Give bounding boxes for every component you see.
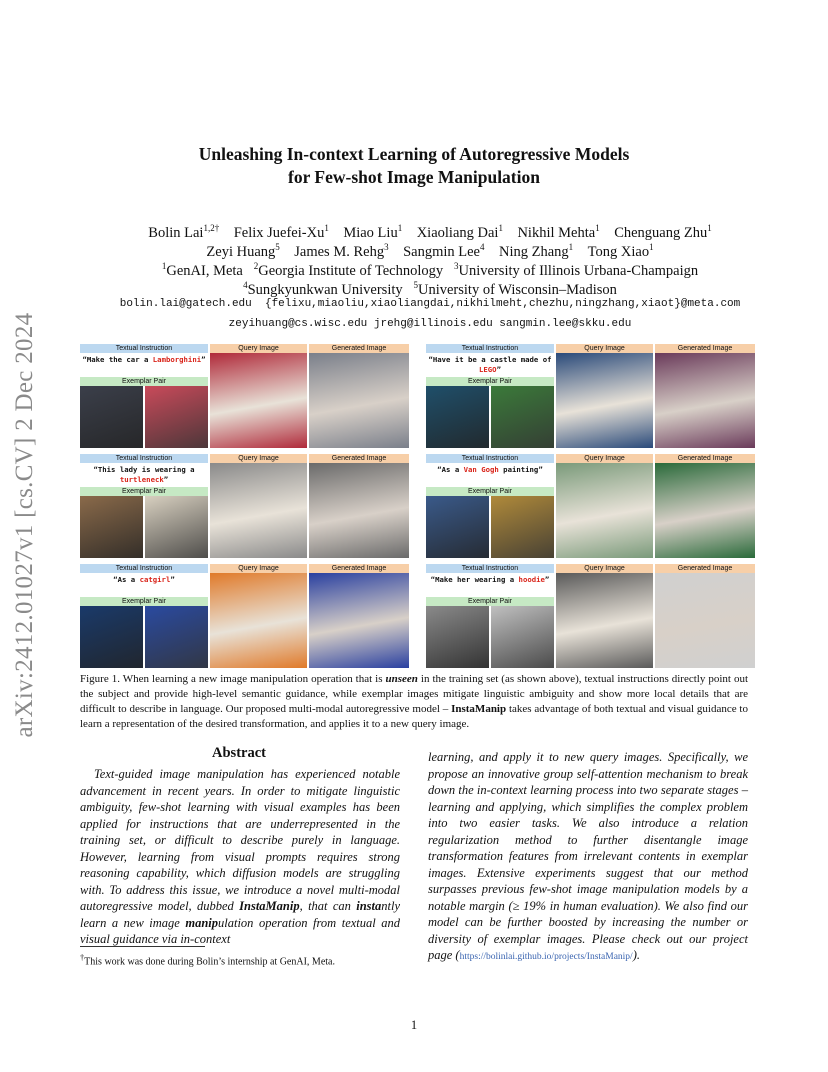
exemplar-target-image <box>145 496 208 558</box>
abstract-right-column: learning, and apply it to new query images. Specifically, we propose an innovative group self-attention mechanism to break down the in-context learning process into two separate stages – learning and applying, which simplifies the complex problem into two easier tasks. We also introduce a relation regularization method to further disentangle image transformation features from irrelevant contents in exemplar images. Extensive experiments suggest that our method surpasses previous few-shot image manipulation models by a notable margin (≥ 19% in human evaluation). We also find our model can be further boosted by increasing the number or diversity of exemplar images. Please check out our project page (https://bolinlai.github.io/projects/InstaManip/). <box>428 750 748 962</box>
instruction-header: Textual Instruction <box>80 564 208 573</box>
exemplar-source-image <box>80 496 143 558</box>
generated-cell <box>655 564 755 668</box>
query-image <box>210 573 307 668</box>
exemplar-target-image <box>491 386 554 448</box>
caption-label: Figure 1. <box>80 673 120 685</box>
author: Felix Juefei-Xu$^1$ <box>233 223 329 241</box>
author: Xiaoliang Dai$^1$ <box>416 223 503 241</box>
arxiv-stamp: arXiv:2412.01027v1 [cs.CV] 2 Dec 2024 <box>11 312 38 738</box>
footnote: †This work was done during Bolin’s internship at GenAI, Meta. <box>80 953 335 968</box>
generated-header: Generated Image <box>309 564 409 573</box>
affiliation: $^2$Georgia Institute of Technology <box>253 261 444 279</box>
instruction-text: “This lady is wearing a turtleneck” <box>93 465 195 484</box>
email-primary: bolin.lai@gatech.edu <box>119 298 252 310</box>
instruction-header: Textual Instruction <box>80 344 208 353</box>
generated-image <box>309 353 409 448</box>
affiliation: $^5$University of Wisconsin–Madison <box>413 280 617 298</box>
instruction-text: “Make her wearing a hoodie” <box>430 575 550 584</box>
figure-panel <box>80 564 409 668</box>
query-image <box>210 353 307 448</box>
exemplar-source-image <box>80 386 143 448</box>
query-cell <box>556 454 653 558</box>
instruction-text: “As a Van Gogh painting” <box>437 465 543 474</box>
exemplar-header: Exemplar Pair <box>80 487 208 496</box>
exemplar-source-image <box>80 606 143 668</box>
exemplar-target-image <box>491 606 554 668</box>
exemplar-header: Exemplar Pair <box>426 377 554 386</box>
instruction-header: Textual Instruction <box>426 344 554 353</box>
author: Nikhil Mehta$^1$ <box>517 223 600 241</box>
generated-cell <box>655 344 755 448</box>
author: Miao Liu$^1$ <box>343 223 403 241</box>
query-header: Query Image <box>556 564 653 573</box>
author: Zeyi Huang$^5$ <box>206 242 280 260</box>
query-header: Query Image <box>556 454 653 463</box>
exemplar-source-image <box>426 606 489 668</box>
generated-image <box>309 463 409 558</box>
instruction-cell <box>80 454 208 558</box>
generated-header: Generated Image <box>655 454 755 463</box>
query-cell <box>210 564 307 668</box>
generated-header: Generated Image <box>309 454 409 463</box>
exemplar-header: Exemplar Pair <box>80 377 208 386</box>
figure-panel <box>426 564 755 668</box>
generated-image <box>655 463 755 558</box>
query-header: Query Image <box>556 344 653 353</box>
paper-title <box>0 143 828 189</box>
title-line-2: for Few-shot Image Manipulation <box>288 167 540 187</box>
exemplar-source-image <box>426 386 489 448</box>
instruction-text: “Make the car a Lamborghini” <box>82 355 206 364</box>
query-image <box>210 463 307 558</box>
instruction-cell <box>426 454 554 558</box>
page-number: 1 <box>410 1018 418 1032</box>
author: Chenguang Zhu$^1$ <box>614 223 712 241</box>
exemplar-header: Exemplar Pair <box>426 487 554 496</box>
instruction-cell <box>426 564 554 668</box>
affiliation-line-2 <box>60 276 800 300</box>
exemplar-header: Exemplar Pair <box>426 597 554 606</box>
figure-panel <box>426 344 755 448</box>
instruction-text: “Have it be a castle made of LEGO” <box>428 355 552 374</box>
title-line-1: Unleashing In-context Learning of Autoregressive Models <box>198 144 630 164</box>
exemplar-source-image <box>426 496 489 558</box>
query-cell <box>556 564 653 668</box>
affiliation: $^3$University of Illinois Urbana-Champaign <box>454 261 699 279</box>
email-line-2: zeyihuang@cs.wisc.edu jrehg@illinois.edu sangmin.lee@skku.edu <box>228 318 632 330</box>
email-meta-group: {felixu,miaoliu,xiaoliangdai,nikhilmeht,chezhu,ningzhang,xiaot}@meta.com <box>264 298 741 310</box>
instruction-header: Textual Instruction <box>426 454 554 463</box>
query-cell <box>556 344 653 448</box>
query-header: Query Image <box>210 564 307 573</box>
instruction-text: “As a catgirl” <box>113 575 175 584</box>
query-image <box>556 573 653 668</box>
author: Sangmin Lee$^4$ <box>403 242 485 260</box>
affiliation: $^1$GenAI, Meta <box>161 261 243 279</box>
query-image <box>556 353 653 448</box>
generated-image <box>655 353 755 448</box>
exemplar-target-image <box>491 496 554 558</box>
author: Bolin Lai$^{1,2\dagger}$ <box>148 223 220 241</box>
generated-image <box>655 573 755 668</box>
affiliation: $^4$Sungkyunkwan University <box>243 280 403 298</box>
project-page-link[interactable]: https://bolinlai.github.io/projects/InstaManip/ <box>459 952 633 962</box>
generated-cell <box>655 454 755 558</box>
generated-header: Generated Image <box>309 344 409 353</box>
author: James M. Rehg$^3$ <box>294 242 389 260</box>
author: Ning Zhang$^1$ <box>499 242 574 260</box>
instruction-cell <box>426 344 554 448</box>
instruction-cell <box>80 344 208 448</box>
figure-panel <box>426 454 755 558</box>
instruction-cell <box>80 564 208 668</box>
generated-header: Generated Image <box>655 564 755 573</box>
figure-panel <box>80 344 409 448</box>
figure-panel <box>80 454 409 558</box>
exemplar-target-image <box>145 606 208 668</box>
exemplar-header: Exemplar Pair <box>80 597 208 606</box>
generated-header: Generated Image <box>655 344 755 353</box>
generated-cell <box>309 454 409 558</box>
exemplar-target-image <box>145 386 208 448</box>
instruction-header: Textual Instruction <box>80 454 208 463</box>
author: Tong Xiao$^1$ <box>587 242 654 260</box>
query-image <box>556 463 653 558</box>
query-cell <box>210 344 307 448</box>
footnote-divider <box>80 946 205 947</box>
abstract-left-column: Text-guided image manipulation has experienced notable advancement in recent years. In order to mitigate linguistic ambiguity, few-shot learning with visual examples has been applied for instructions that are underrepresented in the training set, or difficult to describe purely in language. However, learning from visual prompts requires strong reasoning capability, which diffusion models are struggling with. To address this issue, we introduce a novel multi-modal autoregressive model, dubbed InstaManip, that can instantly learn a new image manipulation operation from textual and visual guidance via in-context <box>80 767 401 946</box>
generated-cell <box>309 344 409 448</box>
figure-caption: Figure 1. When learning a new image manipulation operation that is unseen in the training set (as shown above), textual instructions directly point out the subject and provide high-level semantic guidance, while exemplar images mitigate linguistic ambiguity and show more local details that are difficult to describe in language. Our proposed multi-modal autoregressive model – InstaManip takes advantage of both textual and visual guidance to learn a representation of the desired transformation, and applies it to a new query image. <box>80 673 748 730</box>
email-line-1 <box>60 298 800 310</box>
figure-1 <box>80 344 748 668</box>
query-header: Query Image <box>210 344 307 353</box>
generated-image <box>309 573 409 668</box>
abstract-heading: Abstract <box>212 745 266 761</box>
instruction-header: Textual Instruction <box>426 564 554 573</box>
query-header: Query Image <box>210 454 307 463</box>
query-cell <box>210 454 307 558</box>
generated-cell <box>309 564 409 668</box>
